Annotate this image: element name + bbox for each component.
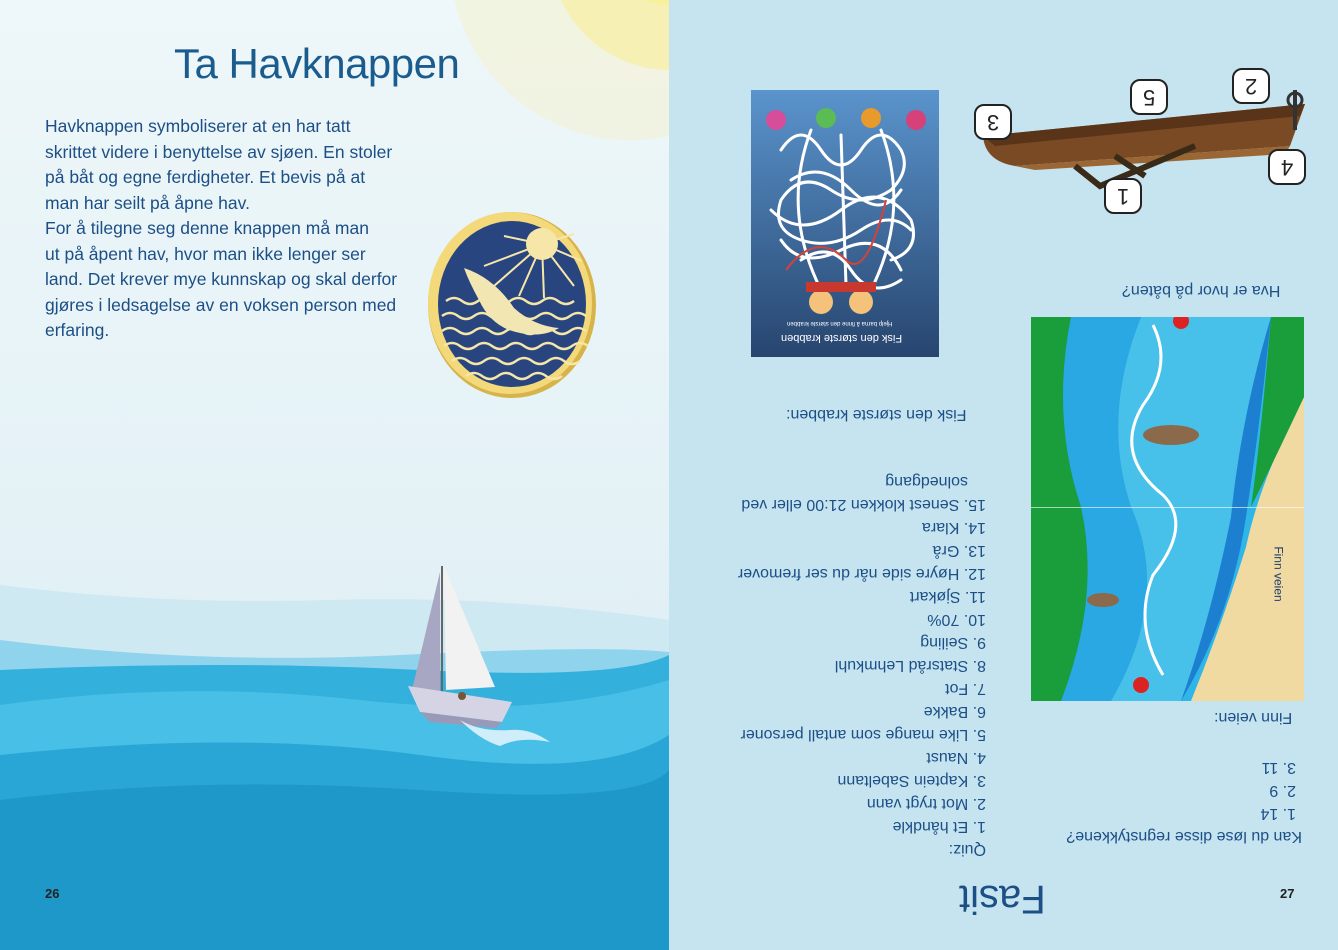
- intro-line: på båt og egne ferdigheter. Et bevis på at: [45, 167, 366, 187]
- quiz-answer: 9. Seiling: [920, 634, 986, 651]
- sailboat-illustration: [400, 562, 570, 747]
- quiz-answer: 11. Sjøkart: [909, 588, 986, 605]
- quiz-answer: 8. Statsråd Lehmkuhl: [834, 657, 986, 674]
- quiz-title: Quiz:: [948, 841, 986, 858]
- intro-line: Havknappen symboliserer at en har tatt: [45, 116, 351, 136]
- quiz-answer: 1. Et håndkle: [892, 818, 986, 835]
- fasit-heading: Fasit: [959, 877, 1046, 921]
- intro-line: erfaring.: [45, 320, 110, 340]
- intro-line: man har seilt på åpne hav.: [45, 192, 250, 213]
- route-label: Finn veien:: [1214, 709, 1293, 726]
- intro-line: land. Det krever mye kunnskap og skal derfor: [45, 269, 398, 289]
- math-answers: [1044, 756, 1302, 848]
- quiz-answer: 7. Fot: [945, 680, 986, 697]
- boat-tag: 4: [1268, 149, 1306, 185]
- intro-text: [45, 114, 415, 344]
- quiz-answer: solnedgang: [885, 473, 968, 490]
- page-number: 26: [45, 886, 60, 901]
- quiz-answer: 12. Høyre side når du ser fremover: [737, 565, 986, 582]
- math-answer: 3. 11: [1261, 759, 1296, 776]
- quiz-answer: 2. Mot trygt vann: [866, 795, 986, 812]
- quiz-answer: 10. 70%: [927, 611, 986, 628]
- quiz-answer: 4. Naust: [926, 749, 986, 766]
- math-answer: 1. 14: [1260, 805, 1296, 822]
- page-title: Ta Havknappen: [174, 40, 460, 87]
- math-answer: 2. 9: [1269, 782, 1296, 799]
- intro-line: gjøres i ledsagelse av en voksen person med: [45, 294, 397, 315]
- quiz-answer: 6. Bakke: [923, 703, 986, 720]
- crab-maze-poster: [751, 90, 939, 357]
- quiz-answer: 13. Grå: [932, 542, 986, 559]
- intro-line: ut på åpent hav, hvor man ikke lenger ser: [45, 243, 366, 264]
- sea-badge-icon: [424, 206, 598, 402]
- boat-tag: 3: [974, 104, 1012, 140]
- boat-tag: 5: [1130, 79, 1168, 115]
- map-poster-title: Finn veien: [1271, 546, 1286, 602]
- boat-tag: 1: [1104, 178, 1142, 214]
- sun-illustration: [440, 0, 669, 190]
- right-page: [669, 0, 1338, 950]
- quiz-answer: 5. Like mange som antall personer: [740, 726, 986, 743]
- page-number: 27: [1280, 886, 1295, 901]
- boat-tag: 2: [1232, 68, 1270, 104]
- maze-poster-title: Fisk den største krabben: [781, 332, 903, 344]
- math-title: Kan du løse disse regnstykkene?: [1066, 828, 1302, 845]
- crab-label: Fisk den største krabben:: [786, 406, 967, 423]
- route-map-poster: [1031, 317, 1304, 701]
- quiz-answer: 3. Kaptein Sabeltann: [837, 772, 986, 789]
- intro-line: skrittet videre i benyttelse av sjøen. En stoler: [45, 141, 393, 162]
- quiz-answer: 14. Klara: [921, 519, 986, 536]
- quiz-answer: 15. Senest klokken 21:00 eller ved: [741, 496, 986, 513]
- intro-line: For å tilegne seg denne knappen må man: [45, 218, 369, 238]
- quiz-answers: [711, 470, 986, 861]
- maze-poster-subtitle: Hjelp barna å finne den største krabben: [787, 320, 893, 326]
- boat-question: Hva er hvor på båten?: [1122, 282, 1281, 299]
